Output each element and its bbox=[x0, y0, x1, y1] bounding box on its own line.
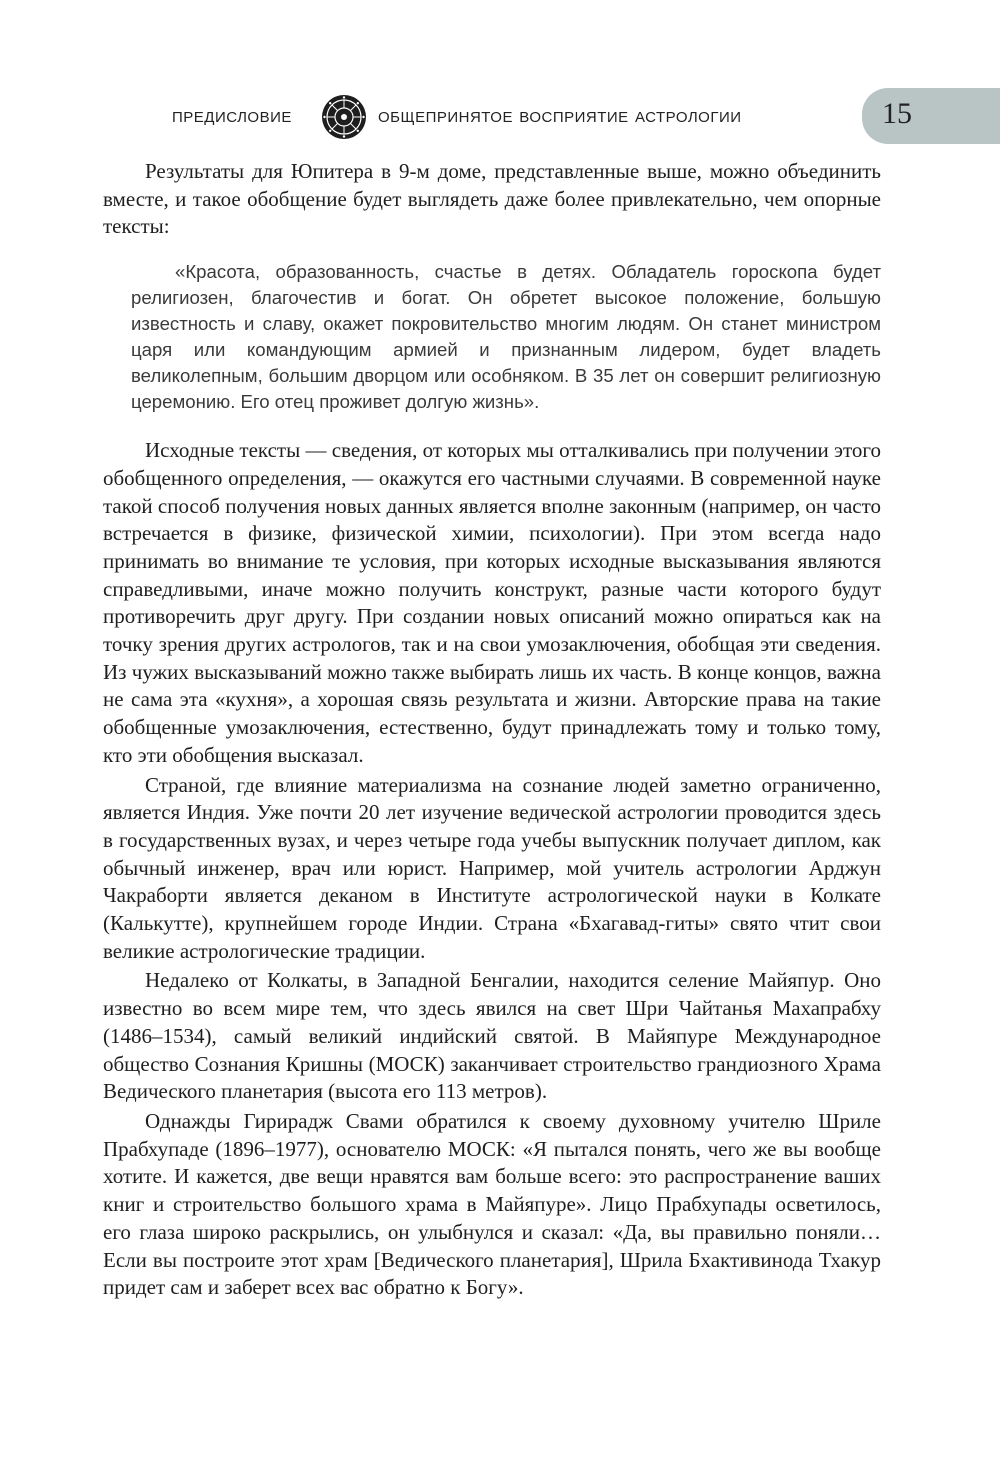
block-quote: «Красота, образованность, счастье в детях. Обладатель гороскопа будет религиозен, благочестив и богат. Он обретет высокое положение, большую известность и славу, окажет покровительство многим людям. Он станет министром царя или командующим армией и признанным лидером, будет владеть великолепным, большим дворцом или особняком. В 35 лет он совершит религиозную церемонию. Его отец проживет долгую жизнь». bbox=[131, 261, 881, 413]
paragraph: Страной, где влияние материализма на сознание людей заметно ограниченно, является Индия. Уже почти 20 лет изучение ведической астрологии проводится здесь в государственных вузах, и через четыре года учебы выпускник получает диплом, как обычный инженер, врач или юрист. Например, мой учитель астрологии Арджун Чакраборти является деканом в Институте астрологической науки в Колкате (Калькутте), крупнейшем городе Индии. Страна «Бхагавад-гиты» свято чтит свои великие астрологические традиции. bbox=[103, 772, 881, 963]
running-header bbox=[0, 88, 1000, 144]
header-chapter-title: общепринятое восприятие астрологии bbox=[378, 104, 742, 127]
page-number: 15 bbox=[882, 97, 912, 130]
zodiac-wheel-icon bbox=[321, 94, 367, 140]
header-section-title: предисловие bbox=[172, 104, 292, 127]
paragraph: Исходные тексты — сведения, от которых мы отталкивались при получении этого обобщенного определения, — окажутся его частными случаями. В современной науке такой способ получения новых данных является вполне законным (например, он часто встречается в физике, физической химии, психологии). При этом всегда надо принимать во внимание те условия, при которых исходные высказывания являются справедливыми, иначе можно получить конструкт, разные части которого будут противоречить друг другу. При создании новых описаний можно опираться как на точку зрения других астрологов, так и на свои умозаключения, обобщая эти сведения. Из чужих высказываний можно также выбирать лишь их часть. В конце концов, важна не сама эта «кухня», а хорошая связь результата и жизни. Авторские права на такие обобщенные умозаключения, естественно, будут принадлежать тому и только тому, кто эти обобщения высказал. bbox=[103, 438, 881, 767]
paragraph: Результаты для Юпитера в 9-м доме, представленные выше, можно объединить вместе, и такое обобщение будет выглядеть даже более привлекательно, чем опорные тексты: bbox=[103, 159, 881, 239]
paragraph: Недалеко от Колкаты, в Западной Бенгалии, находится селение Майяпур. Оно известно во всем мире тем, что здесь явился на свет Шри Чайтанья Махапрабху (1486–1534), самый великий индийский святой. В Майяпуре Международное общество Сознания Кришны (МОСК) заканчивает строительство грандиозного Храма Ведического планетария (высота его 113 метров). bbox=[103, 968, 881, 1104]
paragraph: Однажды Гирирадж Свами обратился к своему духовному учителю Шриле Прабхупаде (1896–1977), основателю МОСК: «Я пытался понять, чего же вы вообще хотите. И кажется, две вещи нравятся вам больше всего: это распространение ваших книг и строительство большого храма в Майяпуре». Лицо Прабхупады осветилось, его глаза широко раскрылись, он улыбнулся и сказал: «Да, вы правильно поняли… Если вы построите этот храм [Ведического планетария], Шрила Бхактивинода Тхакур придет сам и заберет всех вас обратно к Богу». bbox=[103, 1108, 881, 1300]
page-number-tab bbox=[862, 88, 1000, 144]
page-body bbox=[103, 158, 881, 1302]
